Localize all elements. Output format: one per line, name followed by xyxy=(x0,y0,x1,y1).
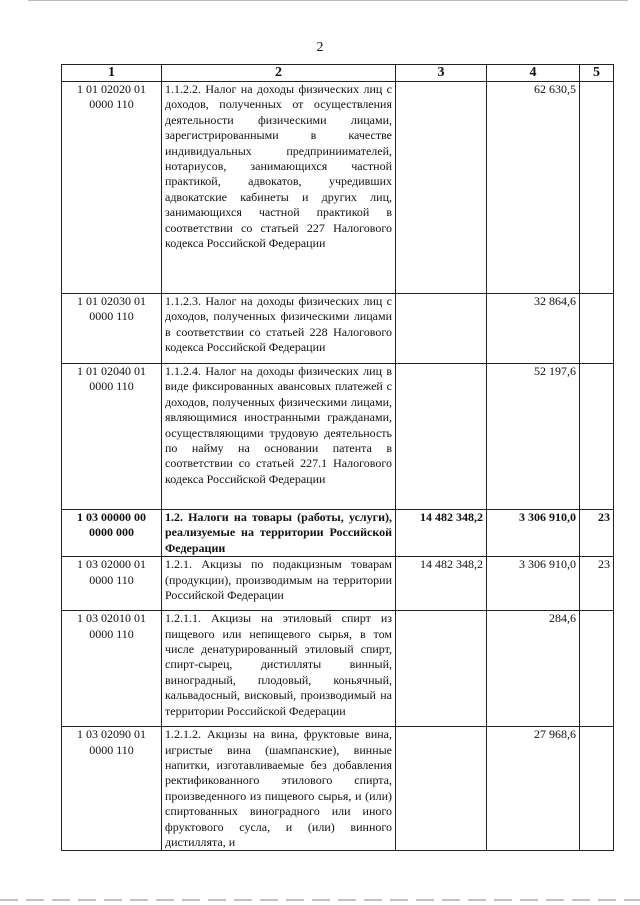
value-col3-cell xyxy=(396,611,487,727)
name-cell: 1.2.1. Акцизы по подакцизным товарам (продукции), производимым на территории Российской Федерации xyxy=(162,557,396,611)
header-col-4: 4 xyxy=(487,65,580,82)
value-col4-cell: 52 197,6 xyxy=(487,364,580,510)
table-row xyxy=(62,510,614,557)
value-col4-cell: 27 968,6 xyxy=(487,727,580,851)
value-col3-cell xyxy=(396,82,487,294)
code-cell: 1 03 02000 01 0000 110 xyxy=(62,557,162,611)
code-cell: 1 01 02030 01 0000 110 xyxy=(62,294,162,364)
name-cell: 1.2.1.2. Акцизы на вина, фруктовые вина, игристые вина (шампанские), винные напитки, изготавливаемые без добавления ректификованного этилового спирта, произведенного из пищевого сырья, и (или) спиртованных виноградного или иного фруктового сусла, и (или) винного дистиллята, и xyxy=(162,727,396,851)
header-col-3: 3 xyxy=(396,65,487,82)
name-cell: 1.2.1.1. Акцизы на этиловый спирт из пищевого или непищевого сырья, в том числе денатурированный этиловый спирт, спирт-сырец, дистилляты винный, виноградный, плодовый, коньячный, кальвадосный, висковый, производимый на территории Российской Федерации xyxy=(162,611,396,727)
value-col3-cell xyxy=(396,727,487,851)
table-row xyxy=(62,727,614,851)
value-col3-cell xyxy=(396,294,487,364)
value-col3-cell: 14 482 348,2 xyxy=(396,557,487,611)
value-col4-cell: 62 630,5 xyxy=(487,82,580,294)
name-cell: 1.1.2.4. Налог на доходы физических лиц в виде фиксированных авансовых платежей с доходов, полученных физическими лицами, являющимися иностранными гражданами, осуществляющими трудовую деятельность по найму на основании патента в соответствии со статьей 227.1 Налогового кодекса Российской Федерации xyxy=(162,364,396,510)
page-number: 2 xyxy=(316,40,324,55)
value-col4-cell: 3 306 910,0 xyxy=(487,510,580,557)
code-cell: 1 01 02040 01 0000 110 xyxy=(62,364,162,510)
table-row xyxy=(62,611,614,727)
name-cell: 1.1.2.3. Налог на доходы физических лиц с доходов, полученных физическими лицами в соответствии со статьей 228 Налогового кодекса Российской Федерации xyxy=(162,294,396,364)
value-col3-cell: 14 482 348,2 xyxy=(396,510,487,557)
table-row xyxy=(62,82,614,294)
value-col5-cell xyxy=(580,611,614,727)
table-row xyxy=(62,557,614,611)
name-cell: 1.1.2.2. Налог на доходы физических лиц с доходов, полученных от осуществления деятельности физическими лицами, зарегистрированными в качестве индивидуальных предприниимателей, нотариусов, занимающихся частной практикой, адвокатов, учредивших адвокатские кабинеты и других лиц, занимающихся частной практикой в соответствии со статьей 227 Налогового кодекса Российской Федерации xyxy=(162,82,396,294)
value-col5-cell xyxy=(580,294,614,364)
bottom-scan-marks xyxy=(0,899,640,901)
name-cell: 1.2. Налоги на товары (работы, услуги), реализуемые на территории Российской Федерации xyxy=(162,510,396,557)
code-cell: 1 03 02090 01 0000 110 xyxy=(62,727,162,851)
value-col5-cell xyxy=(580,727,614,851)
header-col-2: 2 xyxy=(162,65,396,82)
code-cell: 1 01 02020 01 0000 110 xyxy=(62,82,162,294)
header-col-5: 5 xyxy=(580,65,614,82)
value-col3-cell xyxy=(396,364,487,510)
table-row xyxy=(62,364,614,510)
code-cell: 1 03 00000 00 0000 000 xyxy=(62,510,162,557)
table-header-row xyxy=(62,65,614,82)
value-col5-cell xyxy=(580,82,614,294)
budget-revenue-table xyxy=(61,64,614,851)
value-col5-cell: 23 xyxy=(580,510,614,557)
value-col5-cell: 23 xyxy=(580,557,614,611)
header-col-1: 1 xyxy=(62,65,162,82)
top-edge-rule xyxy=(28,0,628,1)
value-col4-cell: 3 306 910,0 xyxy=(487,557,580,611)
table-row xyxy=(62,294,614,364)
value-col4-cell: 32 864,6 xyxy=(487,294,580,364)
code-cell: 1 03 02010 01 0000 110 xyxy=(62,611,162,727)
value-col4-cell: 284,6 xyxy=(487,611,580,727)
value-col5-cell xyxy=(580,364,614,510)
